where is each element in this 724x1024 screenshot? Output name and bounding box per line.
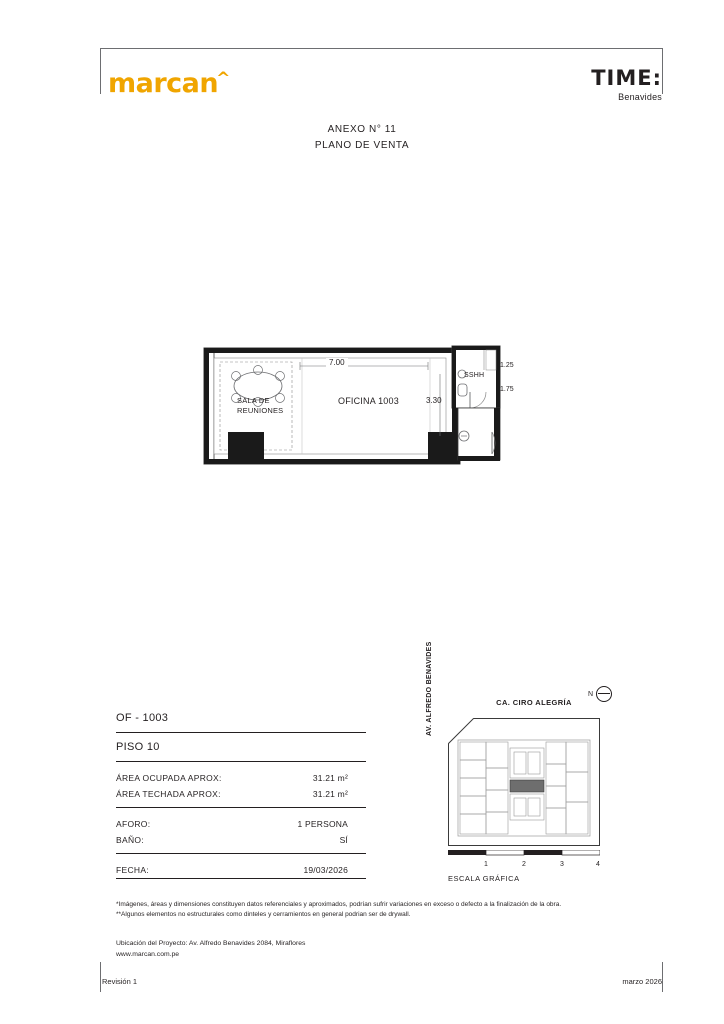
bathroom-label: SSHH [464, 372, 485, 379]
key-map-figure [448, 718, 600, 851]
info-label: BAÑO: [116, 835, 144, 845]
north-arrow-icon [596, 686, 612, 702]
info-value: SÍ [339, 835, 348, 845]
project-brand-name: TIME: [591, 66, 662, 90]
page-title [0, 122, 724, 154]
document-type: PLANO DE VENTA [314, 140, 410, 151]
document-date: marzo 2026 [622, 977, 662, 986]
marcan-logo [108, 68, 230, 99]
frame-bottom-left-mark [100, 962, 101, 992]
info-row-area-techada [116, 786, 366, 802]
unit-info-block [116, 712, 366, 887]
street-label-top: CA. CIRO ALEGRÍA [496, 698, 572, 707]
svg-text:2: 2 [522, 861, 526, 868]
office-label: OFICINA 1003 [338, 396, 399, 406]
floor-label: PISO 10 [116, 741, 160, 753]
key-map-svg [448, 718, 600, 846]
info-value: 19/03/2026 [303, 865, 348, 875]
frame-bottom-right-mark [662, 962, 663, 992]
graphic-scale-bar [448, 850, 600, 875]
info-value: 31.21 m² [312, 773, 348, 783]
svg-text:1: 1 [484, 861, 488, 868]
info-divider-4 [116, 853, 366, 854]
info-row-area-ocupada [116, 770, 366, 786]
frame-left-mark [100, 48, 101, 94]
floor-plan-drawing [200, 344, 530, 472]
info-label: AFORO: [116, 819, 151, 829]
info-label: ÁREA TECHADA APROX: [116, 789, 221, 799]
info-value: 31.21 m² [312, 789, 348, 799]
info-divider-3 [116, 807, 366, 808]
revision-label: Revisión 1 [102, 977, 138, 986]
annex-number: ANEXO N° 11 [327, 124, 397, 135]
meeting-room-label-line1: SALA DE [237, 396, 270, 405]
project-brand-subtitle: Benavides [618, 92, 662, 102]
logo-caret-icon: ^ [216, 69, 230, 89]
project-address: Ubicación del Proyecto: Av. Alfredo Benavides 2084, Miraflores [116, 940, 306, 947]
dimension-label-bath-height: 1.75 [500, 386, 514, 393]
project-address-block [116, 938, 305, 960]
frame-right-mark [662, 48, 663, 94]
info-row-bano [116, 832, 366, 848]
dimension-label-right: 3.30 [426, 396, 442, 405]
street-label-left: AV. ALFREDO BENAVIDES [426, 641, 433, 736]
meeting-room-label [237, 396, 283, 416]
north-label: N [588, 690, 594, 698]
scale-bar-svg [448, 850, 600, 870]
meeting-room-label-line2: REUNIONES [237, 406, 284, 415]
info-value: 1 PERSONA [297, 819, 348, 829]
info-label: FECHA: [116, 865, 149, 875]
north-indicator [588, 686, 612, 702]
dimension-label-bath-width: 1.25 [500, 362, 514, 369]
info-divider-1 [116, 732, 366, 733]
svg-text:4: 4 [596, 861, 600, 868]
frame-top-rule [100, 48, 663, 49]
info-row-fecha [116, 862, 366, 878]
info-row-aforo [116, 816, 366, 832]
highlighted-unit [510, 780, 544, 792]
scale-title: ESCALA GRÁFICA [448, 874, 520, 883]
svg-text:3: 3 [560, 861, 564, 868]
logo-wordmark: marcan [108, 68, 219, 99]
dimension-label-top: 7.00 [326, 358, 348, 367]
disclaimer-notes [116, 900, 636, 920]
unit-code: OF - 1003 [116, 712, 169, 724]
project-website[interactable]: www.marcan.com.pe [116, 951, 180, 958]
info-divider-2 [116, 761, 366, 762]
info-label: ÁREA OCUPADA APROX: [116, 773, 222, 783]
project-brand [591, 66, 662, 102]
info-divider-5 [116, 878, 366, 879]
disclaimer-line-2: **Algunos elementos no estructurales como dinteles y cerramientos en general podrian ser de drywall. [116, 911, 411, 918]
key-map-block [426, 641, 620, 883]
disclaimer-line-1: *Imágenes, áreas y dimensiones constituyen datos referenciales y aproximados, podrían sufrir variaciones en exceso o defecto a la finalización de la obra. [116, 901, 562, 908]
